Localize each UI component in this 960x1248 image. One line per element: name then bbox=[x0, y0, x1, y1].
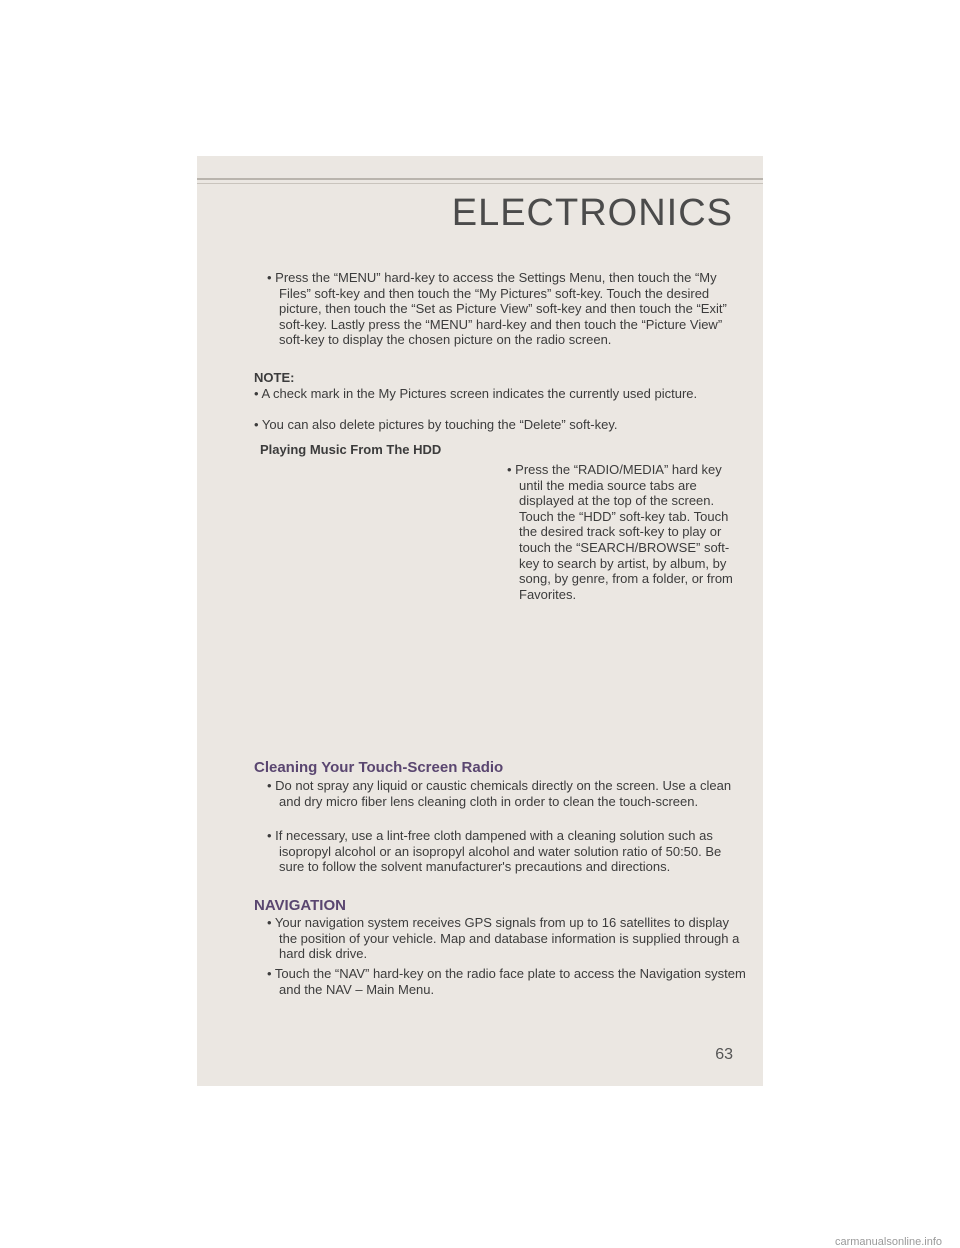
header-rule bbox=[197, 178, 763, 180]
cleaning-item-2: • If necessary, use a lint-free cloth dampened with a cleaning solution such as isopropyl alcohol or an isopropyl alcohol and water solution ratio of 50:50. Be sure to follow the solvent manufacturer's precautions and directions. bbox=[267, 828, 722, 875]
site-watermark: carmanualsonline.info bbox=[834, 1236, 942, 1248]
navigation-item-2: • Touch the “NAV” hard-key on the radio face plate to access the Navigation system and the NAV – Main Menu. bbox=[267, 966, 746, 997]
note-item-2: • You can also delete pictures by touching the “Delete” soft-key. bbox=[254, 417, 618, 432]
manual-page bbox=[197, 156, 763, 1086]
header-rule-thin bbox=[197, 183, 763, 184]
note-item-1: • A check mark in the My Pictures screen indicates the currently used picture. bbox=[254, 386, 698, 401]
hdd-title: Playing Music From The HDD bbox=[260, 442, 442, 457]
navigation-heading: NAVIGATION bbox=[254, 897, 346, 914]
section-title: ELECTRONICS bbox=[451, 192, 733, 234]
page-number: 63 bbox=[715, 1046, 733, 1063]
hdd-bullet: • Press the “RADIO/MEDIA” hard key until the media source tabs are displayed at the top of the screen. Touch the “HDD” soft-key tab. Touch the desired track soft-key to play or touch the “SEARCH/BROWSE” soft-key to search by artist, by album, by song, by genre, from a folder, or from Favorites. bbox=[507, 462, 733, 602]
cleaning-item-1: • Do not spray any liquid or caustic chemicals directly on the screen. Use a clean and dry micro fiber lens cleaning cloth in order to clean the touch-screen. bbox=[267, 778, 732, 809]
note-label: NOTE: bbox=[254, 370, 295, 385]
settings-menu-bullet: • Press the “MENU” hard-key to access the Settings Menu, then touch the “My Files” soft-key and then touch the “My Pictures” soft-key. Touch the desired picture, then touch the “Set as Picture View” soft-key and then touch the “Exit” soft-key. Lastly press the “MENU” hard-key and then touch the “Picture View” soft-key to display the chosen picture on the radio screen. bbox=[267, 270, 727, 348]
navigation-item-1: • Your navigation system receives GPS signals from up to 16 satellites to display the position of your vehicle. Map and database information is supplied through a hard disk drive. bbox=[267, 915, 740, 962]
cleaning-heading: Cleaning Your Touch-Screen Radio bbox=[254, 759, 504, 776]
